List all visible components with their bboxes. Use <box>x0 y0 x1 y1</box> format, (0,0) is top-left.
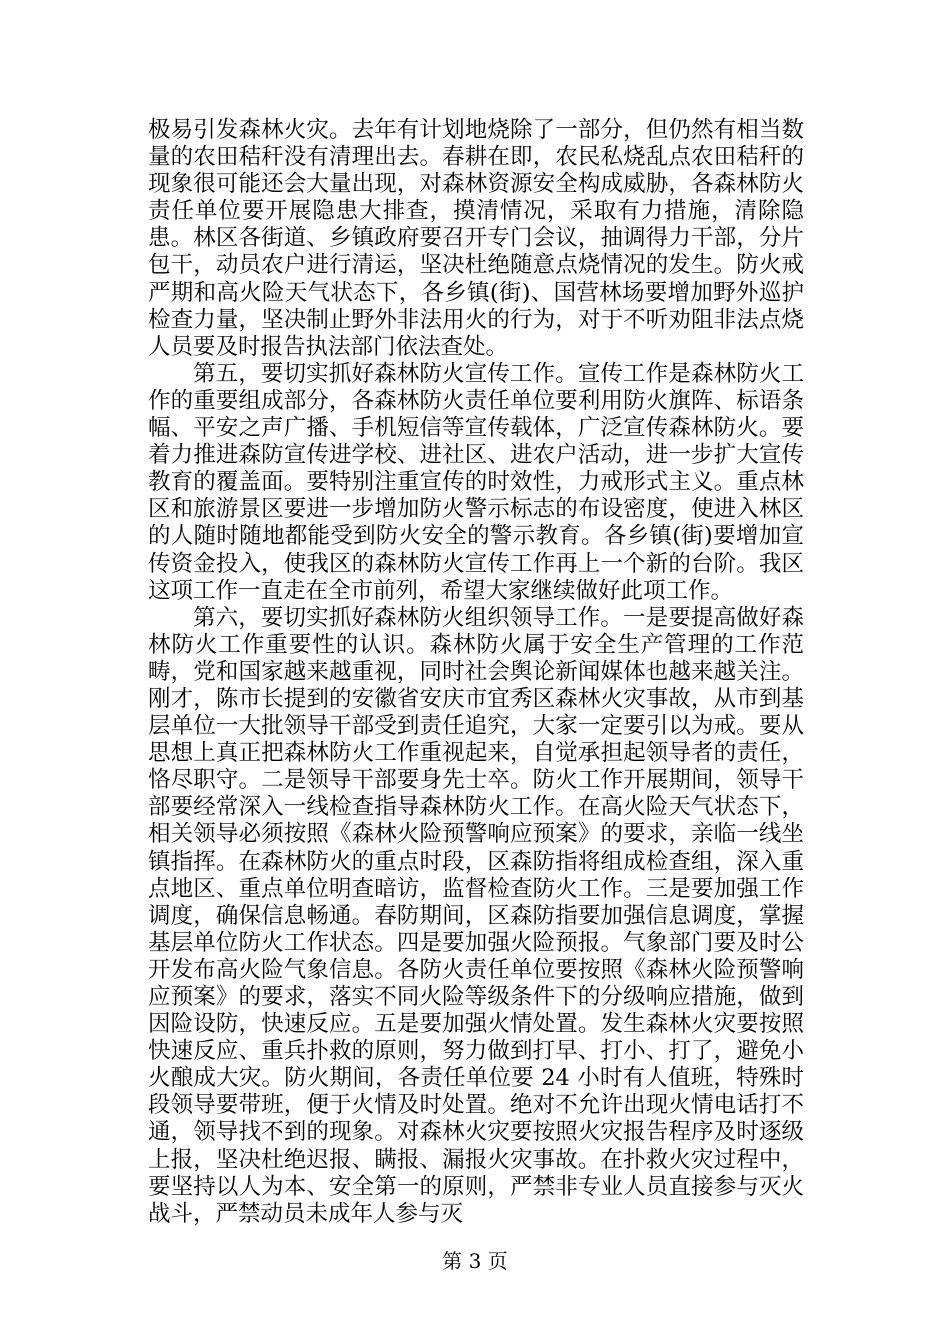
page-number: 第 3 页 <box>442 1249 508 1273</box>
paragraph-sixth-leadership: 第六，要切实抓好森林防火组织领导工作。一是要提高做好森林防火工作重要性的认识。森林防火属于安全生产管理的工作范畴，党和国家越来越重视，同时社会舆论新闻媒体也越来越关注。刚才，陈市长提到的安徽省安庆市宜秀区森林火灾事故，从市到基层单位一大批领导干部受到责任追究，大家一定要引以为戒。要从思想上真正把森林防火工作重视起来，自觉承担起领导者的责任，恪尽职守。二是领导干部要身先士卒。防火工作开展期间，领导干部要经常深入一线检查指导森林防火工作。在高火险天气状态下，相关领导必须按照《森林火险预警响应预案》的要求，亲临一线坐镇指挥。在森林防火的重点时段，区森防指将组成检查组，深入重点地区、重点单位明查暗访，监督检查防火工作。三是要加强工作调度，确保信息畅通。春防期间，区森防指要加强信息调度，掌握基层单位防火工作状态。四是要加强火险预报。气象部门要及时公开发布高火险气象信息。各防火责任单位要按照《森林火险预警响应预案》的要求，落实不同火险等级条件下的分级响应措施，做到因险设防，快速反应。五是要加强火情处置。发生森林火灾要按照快速反应、重兵扑救的原则，努力做到打早、打小、打了，避免小火酿成大灾。防火期间，各责任单位要 24 小时有人值班，特殊时段领导要带班，便于火情及时处置。绝对不允许出现火情电话打不通，领导找不到的现象。对森林火灾要按照火灾报告程序及时逐级上报，坚决杜绝迟报、瞒报、漏报火灾事故。在扑救火灾过程中，要坚持以人为本、安全第一的原则，严禁非专业人员直接参与灭火战斗，严禁动员未成年人参与灭 <box>148 604 804 1227</box>
paragraph-fifth-publicity: 第五，要切实抓好森林防火宣传工作。宣传工作是森林防火工作的重要组成部分，各森林防火责任单位要利用防火旗阵、标语条幅、平安之声广播、手机短信等宣传载体，广泛宣传森林防火。要着力推进森防宣传进学校、进社区、进农户活动，进一步扩大宣传教育的覆盖面。要特别注重宣传的时效性，力戒形式主义。重点林区和旅游景区要进一步增加防火警示标志的布设密度，使进入林区的人随时随地都能受到防火安全的警示教育。各乡镇(街)要增加宣传资金投入，使我区的森林防火宣传工作再上一个新的台阶。我区这项工作一直走在全市前列，希望大家继续做好此项工作。 <box>148 360 804 604</box>
document-body <box>148 117 804 1228</box>
paragraph-continuation: 极易引发森林火灾。去年有计划地烧除了一部分，但仍然有相当数量的农田秸秆没有清理出去。春耕在即，农民私烧乱点农田秸秆的现象很可能还会大量出现，对森林资源安全构成威胁，各森林防火责任单位要开展隐患大排查，摸清情况，采取有力措施，清除隐患。林区各街道、乡镇政府要召开专门会议，抽调得力干部，分片包干，动员农户进行清运，坚决杜绝随意点烧情况的发生。防火戒严期和高火险天气状态下，各乡镇(街)、国营林场要增加野外巡护检查力量，坚决制止野外非法用火的行为，对于不听劝阻非法点烧人员要及时报告执法部门依法查处。 <box>148 117 804 360</box>
